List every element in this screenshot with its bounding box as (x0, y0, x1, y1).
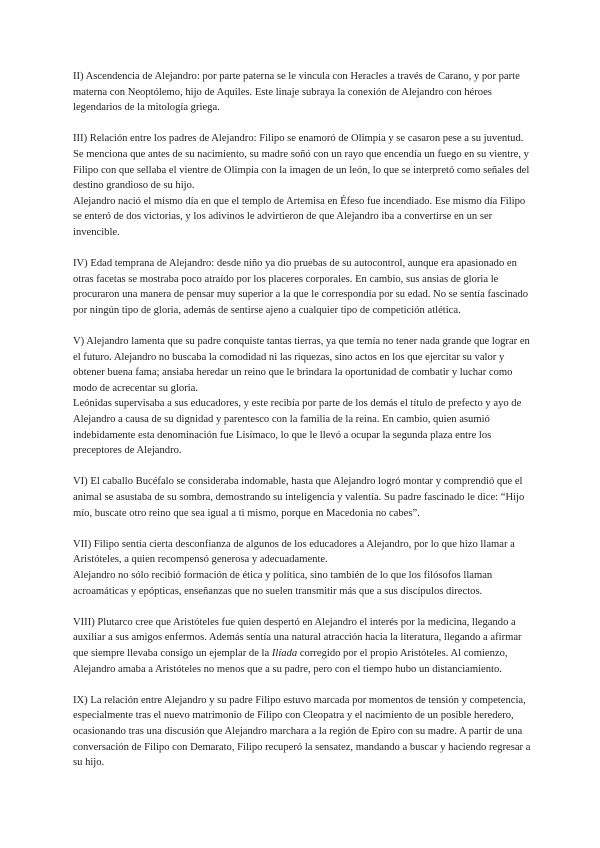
section-3 (73, 131, 533, 240)
section-7 (73, 537, 533, 599)
book-title: Ilíada (271, 647, 298, 659)
paragraph: Leónidas supervisaba a sus educadores, y este recibía por parte de los demás el título de prefecto y ayo de Alejandro a causa de su dignidad y parentesco con la familia de la reina. En cambio, quien asumió indebidamente esta denominación fue Lisímaco, lo que le llevó a ocupar la segunda plaza entre los preceptores de Alejandro. (73, 398, 522, 457)
section-6 (73, 474, 533, 521)
paragraph: Alejandro nació el mismo día en que el templo de Artemisa en Éfeso fue incendiado. Ese mismo día Filipo se enteró de dos victorias, y los adivinos le advirtieron de que Alejandro iba a convertirse en un ser invencible. (73, 195, 526, 238)
paragraph: IV) Edad temprana de Alejandro: desde niño ya dio pruebas de su autocontrol, aunque era apasionado en otras facetas se mostraba poco atraído por los placeres corporales. En cambio, sus ansias de gloria le procuraron una manera de pensar muy superior a la que le correspondía por su edad. No se sentía fascinado por ningún tipo de gloria, además de sentirse ajeno a cualquier tipo de competición atlética. (73, 258, 529, 316)
paragraph: Alejandro no sólo recibió formación de ética y política, sino también de lo que los filósofos llaman acroamáticas y epópticas, enseñanzas que no suelen transmitir más que a sus discípulos directos. (73, 570, 493, 597)
section-4 (73, 256, 533, 318)
paragraph: V) Alejandro lamenta que su padre conquiste tantas tierras, ya que temía no tener nada grande que lograr en el futuro. Alejandro no buscaba la comodidad ni las riquezas, sino actos en los que ejercitar su valor y obtener buena fama; ansiaba heredar un reino que le brindara la oportunidad de combatir y luchar como modo de acrecentar su gloria. (73, 336, 530, 394)
paragraph: II) Ascendencia de Alejandro: por parte paterna se le vincula con Heracles a través de Carano, y por parte materna con Neoptólemo, hijo de Aquiles. Este linaje subraya la conexión de Alejandro con héroes legendarios de la mitología griega. (73, 71, 520, 114)
section-9 (73, 693, 533, 771)
paragraph: VII) Filipo sentía cierta desconfianza de algunos de los educadores a Alejandro, por lo que hizo llamar a Aristóteles, a quien recompensó generosa y adecuadamente. (73, 538, 515, 566)
paragraph: VI) El caballo Bucéfalo se consideraba indomable, hasta que Alejandro logró montar y comprendió que el animal se asustaba de su sombra, demostrando su inteligencia y valentía. Su padre fascinado le dice: “Hijo mío, buscate otro reino que sea igual a ti mismo, porque en Macedonia no cabes”. (73, 476, 525, 519)
paragraph: IX) La relación entre Alejandro y su padre Filipo estuvo marcada por momentos de tensión y competencia, especialmente tras el nuevo matrimonio de Filipo con Cleopatra y el nacimiento de un posible heredero, ocasionando tras una discusión que Alejandro marchara a la región de Epiro con su madre. A partir de una conversación de Filipo con Demarato, Filipo recuperó la sensatez, mandando a buscar y haciendo regresar a su hijo. (73, 694, 531, 769)
document-body (73, 69, 533, 771)
section-8 (73, 615, 533, 677)
paragraph: VIII) Plutarco cree que Aristóteles fue quien despertó en Alejandro el interés por la medicina, llegando a auxiliar a sus amigos enfermos. Además sentía una natural atracción hacia la literatura, llegando a afirmar que siempre llevaba consigo un ejemplar de la Ilíada corregido por el propio Aristóteles. Al comienzo, Alejandro amaba a Aristóteles no menos que a su padre, pero con el tiempo hubo un distanciamiento. (73, 616, 522, 675)
paragraph: III) Relación entre los padres de Alejandro: Filipo se enamoró de Olimpia y se casaron pese a su juventud. Se menciona que antes de su nacimiento, su madre soñó con un rayo que encendía un fuego en su vientre, y Filipo con que sellaba el vientre de Olimpia con la imagen de un león, lo que se interpretó como señales del destino grandioso de su hijo. (73, 133, 530, 192)
section-2 (73, 69, 533, 116)
section-5 (73, 334, 533, 459)
